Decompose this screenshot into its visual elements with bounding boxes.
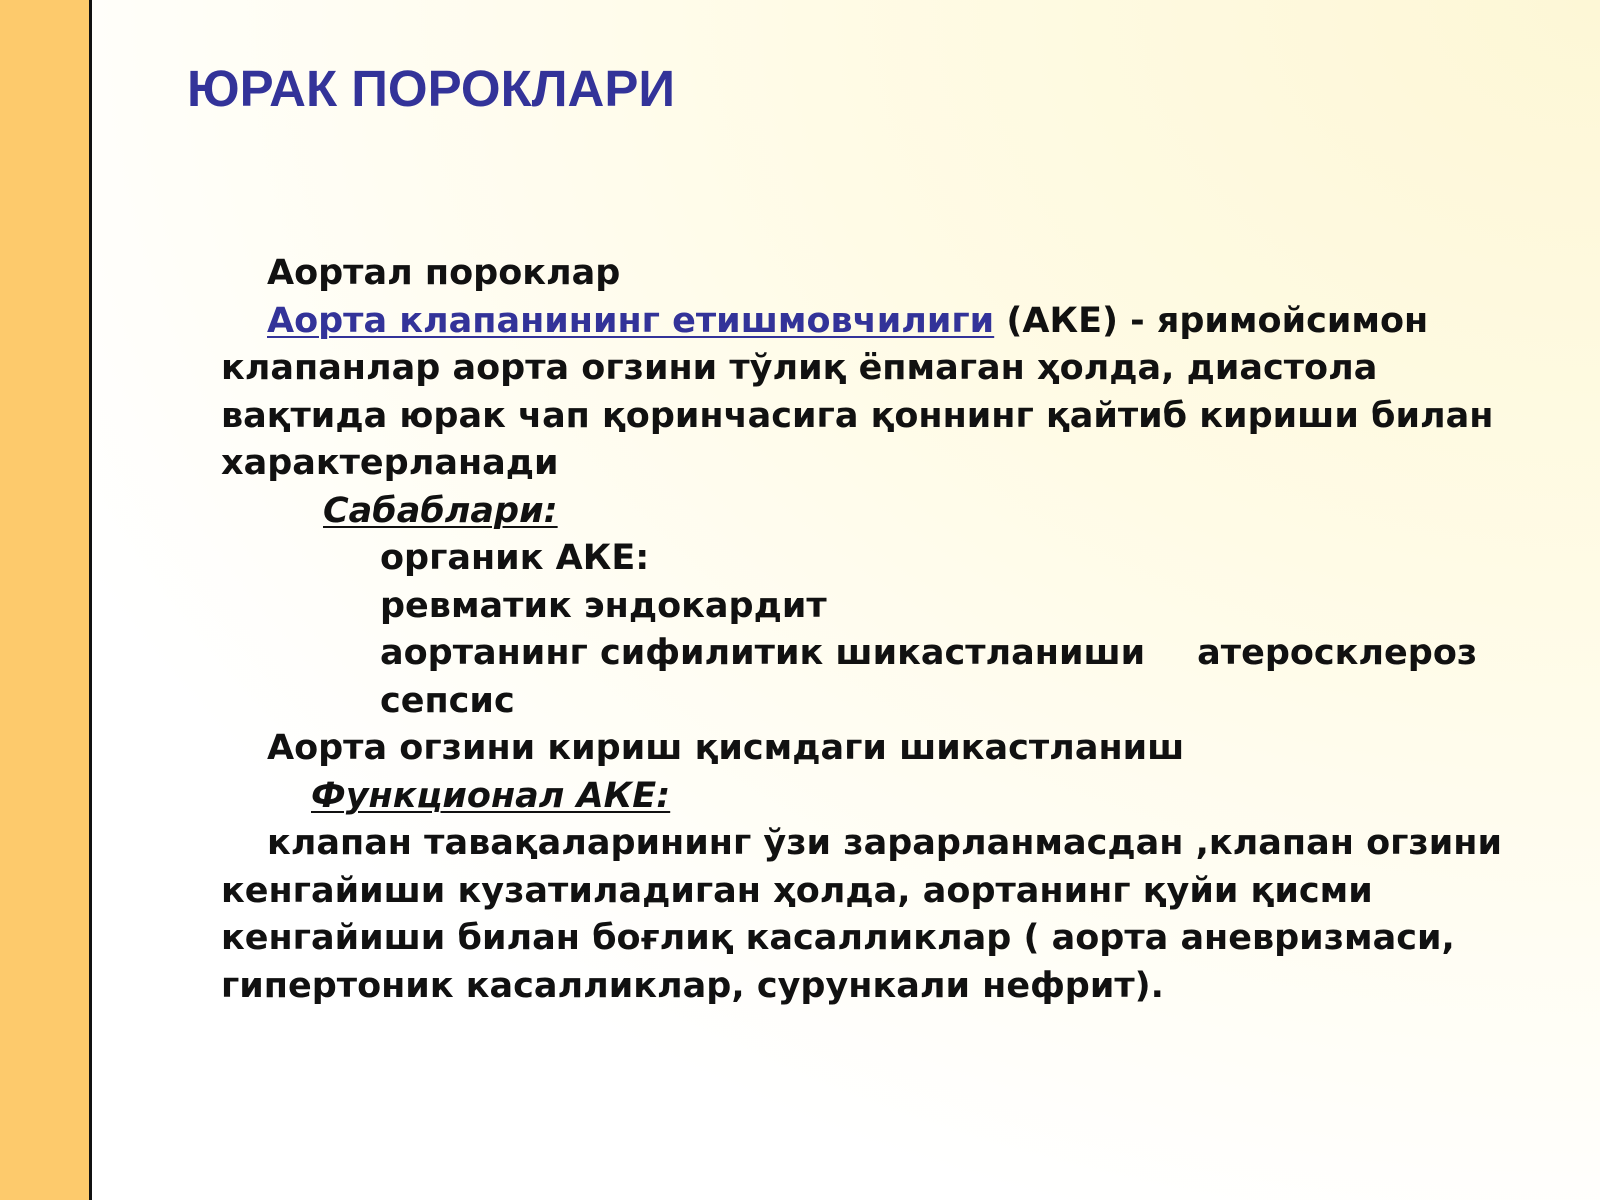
functional-label: Функционал АКЕ: xyxy=(311,775,671,816)
decorative-side-bar xyxy=(0,0,92,1200)
slide-body xyxy=(221,250,1502,1010)
slide-title: ЮРАК ПОРОКЛАРИ xyxy=(187,60,676,117)
cause-item: ревматик эндокардит xyxy=(380,585,827,626)
causes-label-line xyxy=(221,488,1481,536)
functional-line-2: кенгайиши кузатиладиган ҳолда, аортанинг қуйи қисми xyxy=(221,870,1373,911)
definition-term-link[interactable]: Аорта клапанининг етишмовчилиги xyxy=(267,300,995,341)
causes-label: Сабаблари: xyxy=(323,490,558,531)
entrance-lesion-line: Аорта огзини кириш қисмдаги шикастланиш xyxy=(267,728,1185,768)
functional-line-3: кенгайиши билан боғлиқ касалликлар ( аорта аневризмаси, xyxy=(221,918,1455,958)
definition-line-1 xyxy=(221,298,1481,346)
cause-item: сепсис xyxy=(380,680,515,721)
definition-line-4: характерланади xyxy=(221,443,559,483)
definition-line-2: клапанлар аорта огзини тўлиқ ёпмаган ҳолда, диастола xyxy=(221,348,1378,388)
cause-item: аортанинг сифилитик шикастланиши xyxy=(380,633,1146,673)
cause-item-inline: атеросклероз xyxy=(1197,633,1478,673)
functional-line-1: клапан тавақаларининг ўзи зарарланмасдан ,клапан огзини xyxy=(267,823,1502,863)
definition-line-3: вақтида юрак чап қоринчасига қоннинг қайтиб кириши билан xyxy=(221,395,1494,436)
functional-line-4: гипертоник касалликлар, сурункали нефрит). xyxy=(221,965,1164,1006)
functional-label-line xyxy=(221,773,1481,821)
cause-item: органик АКЕ: xyxy=(380,538,650,578)
definition-line-1-rest: (АКЕ) - яримойсимон xyxy=(994,300,1429,341)
cause-item-row xyxy=(221,630,1481,678)
section-heading: Аортал пороклар xyxy=(267,253,621,293)
